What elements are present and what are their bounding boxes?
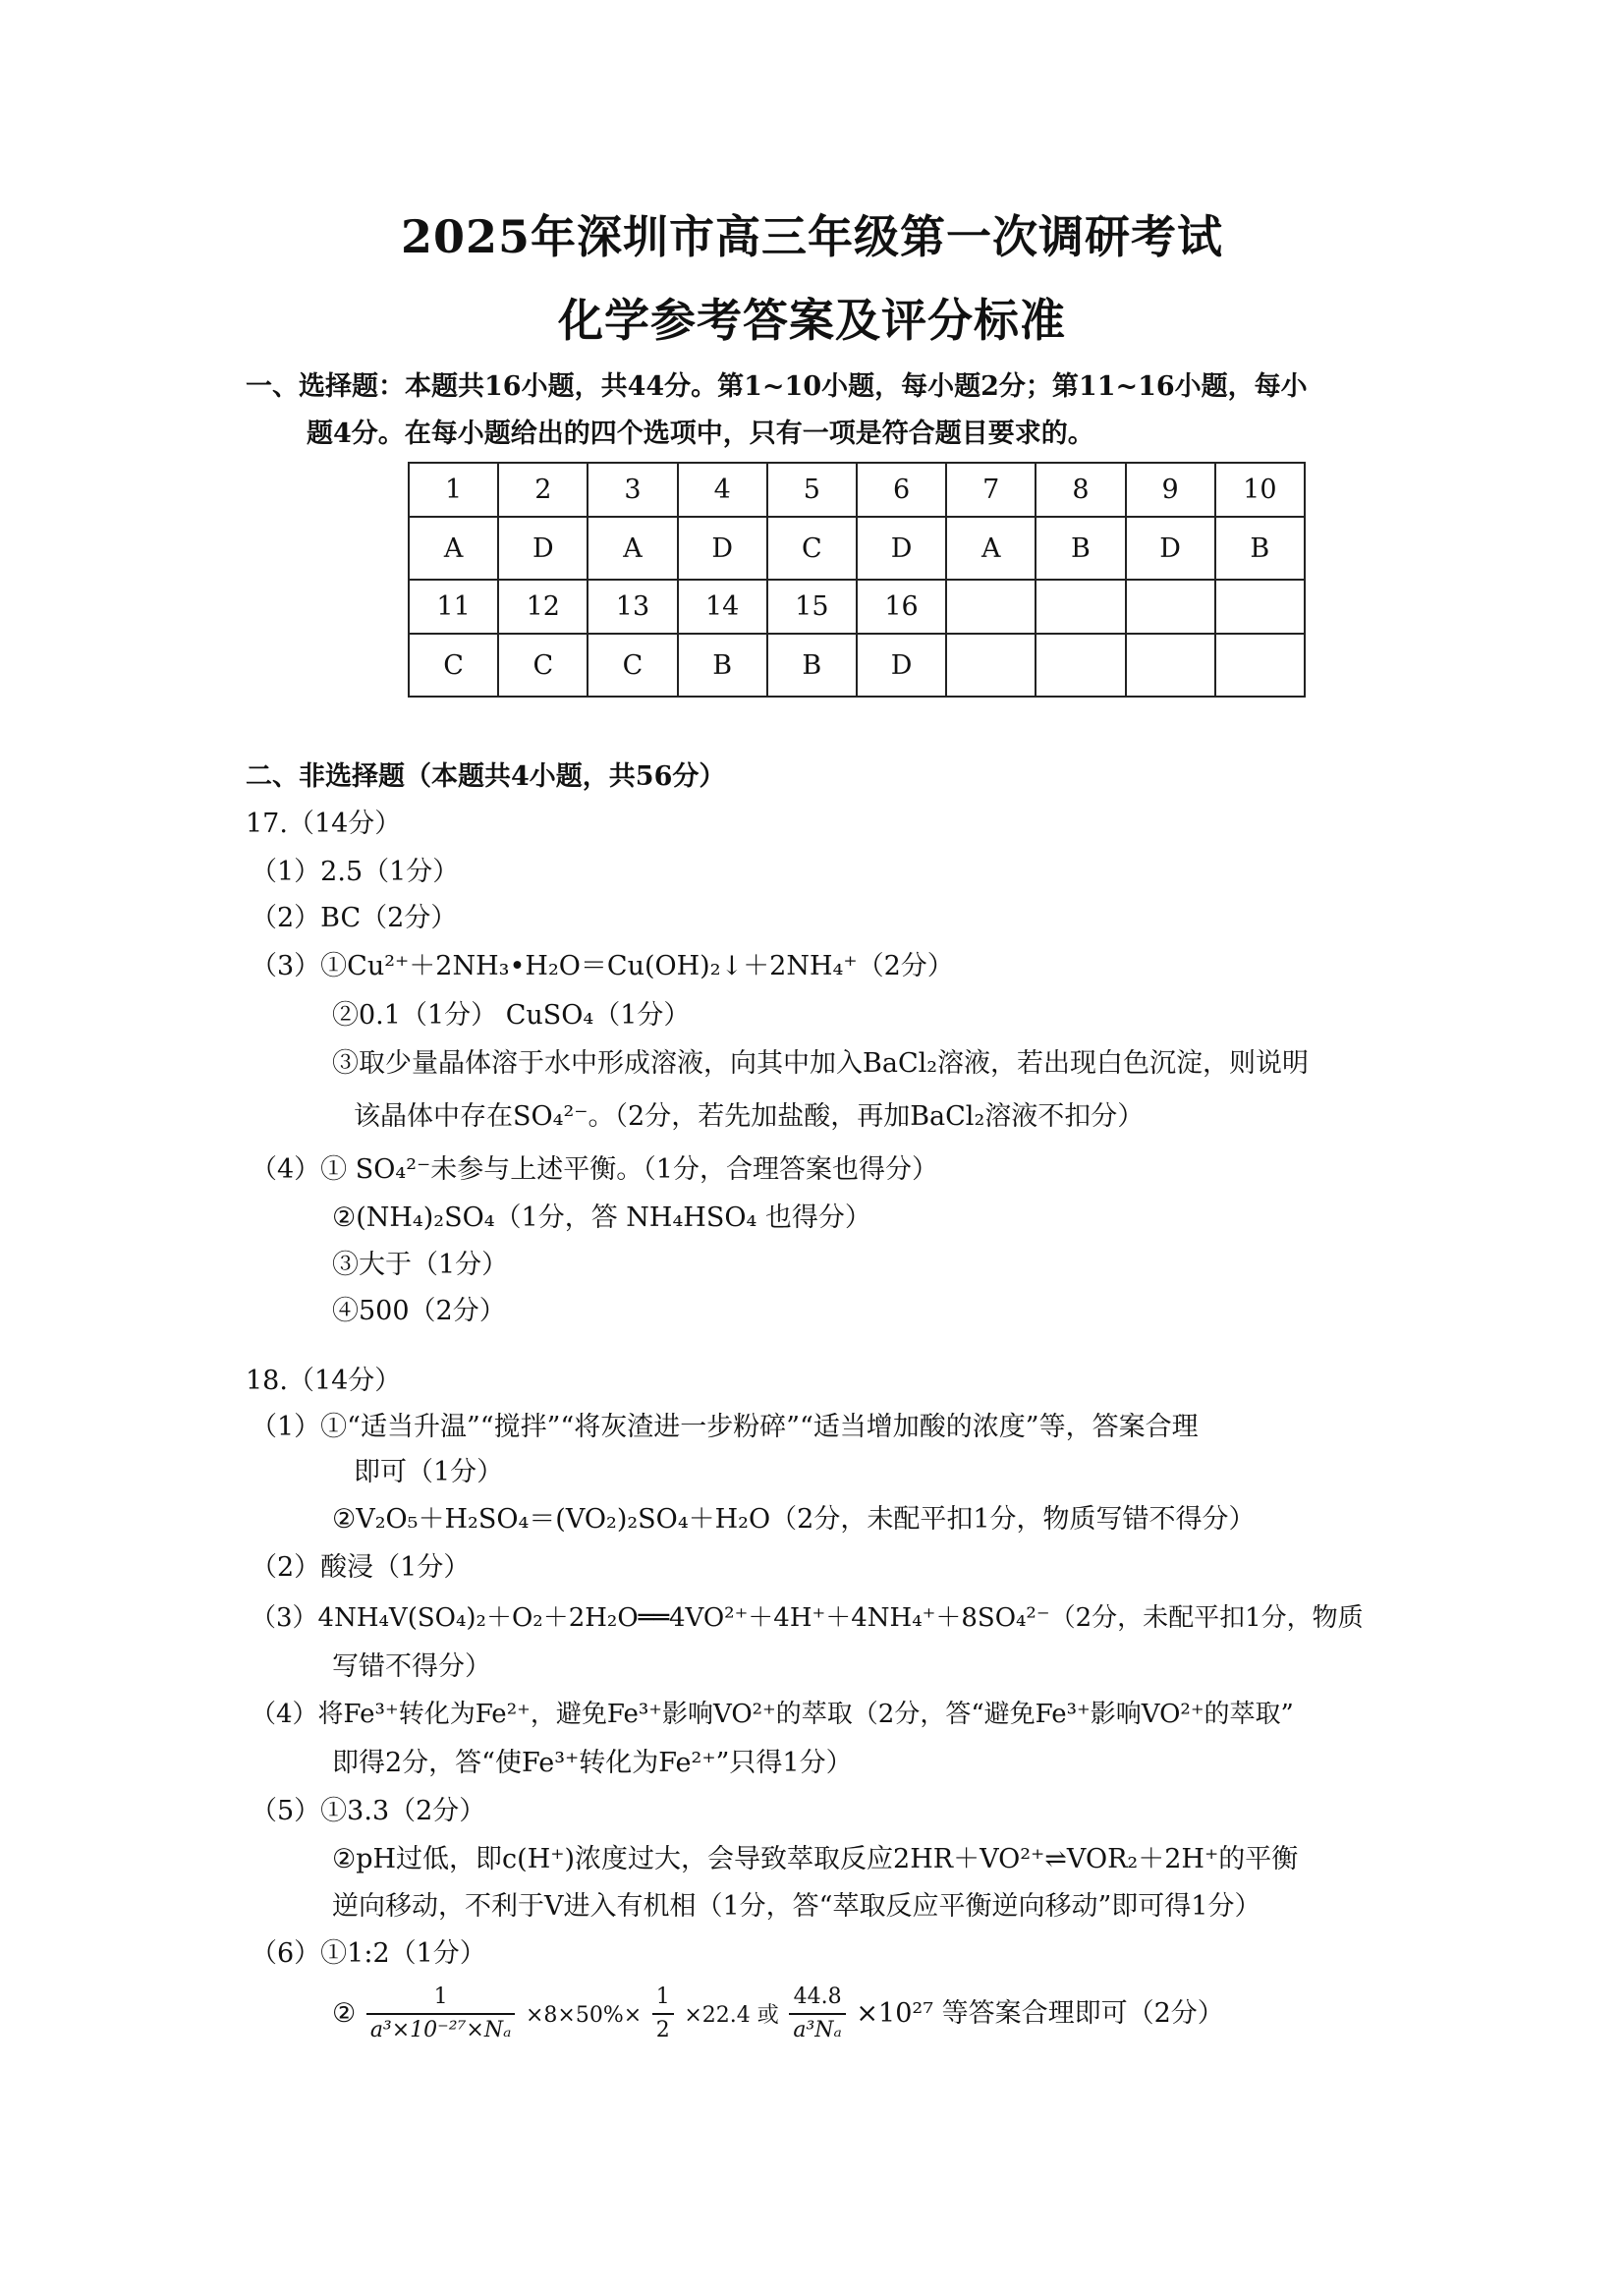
q18-part5b: ②pH过低，即c(H⁺)浓度过大，会导致萃取反应2HR＋VO²⁺⇌VOR₂＋2H⁺的平衡 [332, 1844, 1299, 1874]
q18-heading: 18.（14分） [246, 1366, 402, 1396]
table-cell: 6 [857, 463, 946, 517]
table-cell: D [1126, 517, 1215, 580]
table-cell: 9 [1126, 463, 1215, 517]
table-cell: 11 [409, 580, 498, 634]
fraction-1 [366, 1985, 516, 2044]
answer-table [408, 462, 1306, 698]
table-cell: A [409, 517, 498, 580]
q17-part3c-line2: 该晶体中存在SO₄²⁻。（2分，若先加盐酸，再加BaCl₂溶液不扣分） [354, 1101, 1145, 1132]
fraction-2-numerator: 1 [652, 1985, 674, 2015]
q18-part6a: （6）①1:2（1分） [251, 1938, 486, 1969]
table-cell: 15 [767, 580, 857, 634]
q18-part5a: （5）①3.3（2分） [251, 1796, 486, 1826]
fraction-1-numerator: 1 [366, 1985, 516, 2015]
circle-number: ② [332, 1997, 357, 2029]
fraction-1-denominator: a³×10⁻²⁷×Nₐ [369, 2018, 512, 2043]
q17-part4b: ②(NH₄)₂SO₄（1分，答 NH₄HSO₄ 也得分） [332, 1202, 871, 1233]
q17-part4d: ④500（2分） [332, 1296, 506, 1326]
table-cell: D [678, 517, 767, 580]
table-cell: B [678, 634, 767, 697]
page-subtitle: 化学参考答案及评分标准 [558, 294, 1066, 347]
section1-instruction-line1: 一、选择题：本题共16小题，共44分。第1~10小题，每小题2分；第11~16小题，每小 [246, 371, 1308, 402]
section2-heading: 二、非选择题（本题共4小题，共56分） [246, 761, 726, 792]
q18-part2: （2）酸浸（1分） [251, 1552, 471, 1583]
table-cell: C [409, 634, 498, 697]
q17-part3a: （3）①Cu²⁺＋2NH₃•H₂O＝Cu(OH)₂↓＋2NH₄⁺（2分） [251, 951, 954, 981]
table-cell [1036, 634, 1125, 697]
fraction-3-denominator: a³Nₐ [793, 2018, 842, 2043]
table-cell: B [1036, 517, 1125, 580]
table-cell: 13 [588, 580, 677, 634]
q17-heading: 17.（14分） [246, 809, 402, 839]
table-cell: C [588, 634, 677, 697]
page-title: 2025年深圳市高三年级第一次调研考试 [400, 210, 1224, 263]
q18-part4-line1: （4）将Fe³⁺转化为Fe²⁺，避免Fe³⁺影响VO²⁺的萃取（2分，答“避免Fe³⁺影响VO²⁺的萃取” [251, 1700, 1294, 1729]
fraction-3-numerator: 44.8 [789, 1985, 845, 2015]
q18-part5c: 逆向移动，不利于V进入有机相（1分，答“萃取反应平衡逆向移动”即可得1分） [332, 1891, 1261, 1922]
q18-part1a-line1: （1）①“适当升温”“搅拌”“将灰渣进一步粉碎”“适当增加酸的浓度”等，答案合理 [251, 1412, 1199, 1442]
formula-middle-2: ×22.4 或 [684, 2002, 779, 2028]
table-cell: D [857, 634, 946, 697]
table-cell: 3 [588, 463, 677, 517]
table-cell [1126, 634, 1215, 697]
q17-part4a: （4）① SO₄²⁻未参与上述平衡。（1分，合理答案也得分） [251, 1154, 938, 1185]
q17-part3c-line1: ③取少量晶体溶于水中形成溶液，向其中加入BaCl₂溶液，若出现白色沉淀，则说明 [332, 1048, 1310, 1079]
table-cell [1036, 580, 1125, 634]
table-cell: B [1215, 517, 1305, 580]
fraction-2 [652, 1985, 674, 2044]
table-cell: 7 [946, 463, 1036, 517]
table-cell [946, 580, 1036, 634]
table-cell: 14 [678, 580, 767, 634]
table-cell: C [767, 517, 857, 580]
formula-middle: ×8×50%× [525, 2002, 643, 2028]
q17-part1: （1）2.5（1分） [251, 857, 460, 887]
table-row [409, 580, 1305, 634]
section1-instruction-line2: 题4分。在每小题给出的四个选项中，只有一项是符合题目要求的。 [307, 419, 1094, 449]
table-cell: 8 [1036, 463, 1125, 517]
q18-part3-line1: （3）4NH₄V(SO₄)₂＋O₂＋2H₂O══4VO²⁺＋4H⁺＋4NH₄⁺＋8SO₄²⁻（2分，未配平扣1分，物质 [251, 1603, 1364, 1633]
formula-tail: ×10²⁷ 等答案合理即可（2分） [856, 1997, 1224, 2029]
table-cell [1126, 580, 1215, 634]
fraction-3 [789, 1985, 845, 2044]
table-cell: 5 [767, 463, 857, 517]
q18-part3-line2: 写错不得分） [332, 1651, 491, 1682]
table-cell [1215, 634, 1305, 697]
table-cell: B [767, 634, 857, 697]
table-cell: A [946, 517, 1036, 580]
table-row [409, 634, 1305, 697]
table-cell: C [498, 634, 588, 697]
table-row [409, 463, 1305, 517]
q17-part2: （2）BC（2分） [251, 903, 458, 933]
table-cell: 12 [498, 580, 588, 634]
table-cell: D [498, 517, 588, 580]
q18-part1a-line2: 即可（1分） [354, 1457, 504, 1487]
table-cell: 10 [1215, 463, 1305, 517]
table-cell [946, 634, 1036, 697]
q18-part4-line2: 即得2分，答“使Fe³⁺转化为Fe²⁺”只得1分） [332, 1748, 853, 1778]
table-cell: A [588, 517, 677, 580]
table-cell: D [857, 517, 946, 580]
table-cell: 2 [498, 463, 588, 517]
q18-part1b: ②V₂O₅＋H₂SO₄＝(VO₂)₂SO₄＋H₂O（2分，未配平扣1分，物质写错不得分） [332, 1504, 1256, 1535]
table-cell: 1 [409, 463, 498, 517]
q17-part4c: ③大于（1分） [332, 1250, 509, 1280]
q18-part6b-formula [332, 1985, 1224, 2044]
table-cell: 16 [857, 580, 946, 634]
table-cell: 4 [678, 463, 767, 517]
q17-part3b: ②0.1（1分） CuSO₄（1分） [332, 1000, 691, 1031]
fraction-2-denominator: 2 [655, 2018, 670, 2043]
table-cell [1215, 580, 1305, 634]
table-row [409, 517, 1305, 580]
